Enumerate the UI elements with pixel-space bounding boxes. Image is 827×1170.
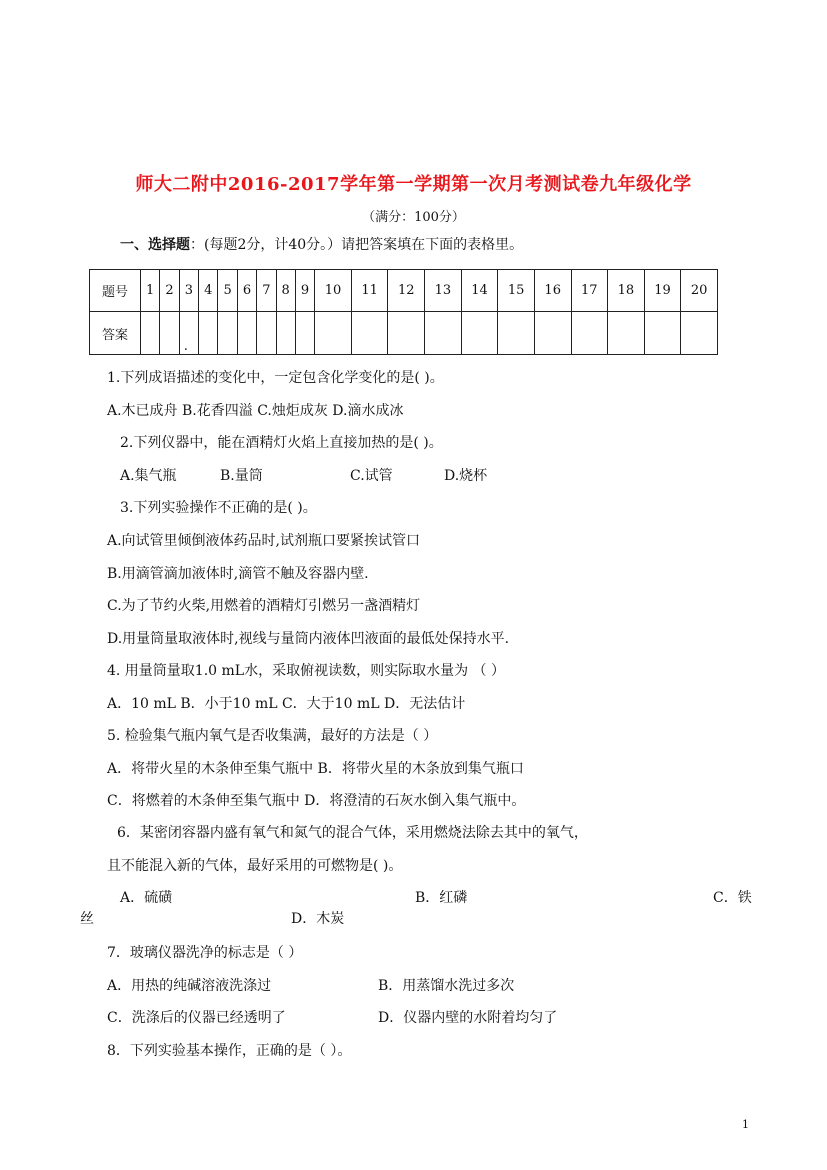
question-8: 8．下列实验基本操作，正确的是（ ）。 (107, 1043, 352, 1059)
answer-cell[interactable] (498, 312, 535, 355)
number-cell: 15 (498, 270, 535, 312)
answer-cell[interactable] (141, 312, 160, 355)
answer-cell[interactable] (199, 312, 218, 355)
answer-cell[interactable] (218, 312, 237, 355)
number-cell: 14 (461, 270, 498, 312)
answer-cell[interactable] (534, 312, 571, 355)
number-cell: 19 (644, 270, 681, 312)
question-4: 4. 用量筒量取1.0 mL水，采取俯视读数，则实际取水量为 （ ） (107, 663, 505, 679)
answer-cell[interactable] (351, 312, 388, 355)
row-label: 题号 (90, 270, 141, 312)
question-7-option-b: B．用蒸馏水洗过多次 (378, 978, 515, 994)
number-cell: 6 (237, 270, 256, 312)
question-3-option-a: A.向试管里倾倒液体药品时,试剂瓶口要紧挨试管口 (107, 533, 421, 549)
question-7: 7．玻璃仪器洗净的标志是（ ） (107, 945, 303, 961)
number-cell: 2 (160, 270, 179, 312)
answer-cell[interactable] (179, 312, 198, 355)
page-number: 1 (742, 1118, 749, 1131)
question-1-options: A.木已成舟 B.花香四溢 C.烛炬成灰 D.滴水成冰 (107, 403, 404, 419)
section-heading (120, 234, 523, 254)
question-3-option-b: B.用滴管滴加液体时,滴管不触及容器内壁. (107, 566, 369, 582)
number-cell: 16 (534, 270, 571, 312)
answer-cell[interactable] (571, 312, 608, 355)
number-cell: 1 (141, 270, 160, 312)
answer-table (89, 269, 718, 355)
question-1: 1.下列成语描述的变化中，一定包含化学变化的是( )。 (107, 370, 444, 386)
row-label: 答案 (90, 312, 141, 355)
question-6-option-c-continued: 丝 (80, 911, 94, 927)
question-5: 5. 检验集气瓶内氧气是否收集满，最好的方法是（ ） (107, 728, 438, 744)
answer-cell[interactable] (160, 312, 179, 355)
number-cell: 12 (388, 270, 425, 312)
number-cell: 4 (199, 270, 218, 312)
question-4-options: A．10 mL B．小于10 mL C．大于10 mL D．无法估计 (107, 696, 466, 712)
answer-cell[interactable] (388, 312, 425, 355)
question-7-option-c: C．洗涤后的仪器已经透明了 (107, 1010, 286, 1026)
question-2-option-d: D.烧杯 (444, 468, 488, 484)
section-instructions: ：(每题2分，计40分。）请把答案填在下面的表格里。 (190, 237, 524, 253)
question-6-option-a: A．硫磺 (120, 890, 173, 906)
question-6-line-1: 6．某密闭容器内盛有氧气和氮气的混合气体，采用燃烧法除去其中的氧气， (117, 825, 588, 841)
question-2-option-a: A.集气瓶 (120, 468, 177, 484)
exam-subtitle: （满分：100分） (362, 210, 465, 225)
number-cell: 3 (179, 270, 198, 312)
answer-row (90, 312, 718, 355)
answer-cell[interactable] (295, 312, 314, 355)
question-3-option-c: C.为了节约火柴,用燃着的酒精灯引燃另一盏酒精灯 (107, 598, 421, 614)
answer-cell[interactable] (608, 312, 645, 355)
answer-cell[interactable] (315, 312, 352, 355)
question-7-option-d: D．仪器内壁的水附着均匀了 (378, 1010, 558, 1026)
number-cell: 18 (608, 270, 645, 312)
number-cell: 20 (681, 270, 718, 312)
question-2: 2.下列仪器中，能在酒精灯火焰上直接加热的是( )。 (120, 435, 443, 451)
answer-cell[interactable] (257, 312, 276, 355)
answer-cell[interactable] (461, 312, 498, 355)
number-cell: 11 (351, 270, 388, 312)
question-7-option-a: A．用热的纯碱溶液洗涤过 (107, 978, 272, 994)
number-cell: 10 (315, 270, 352, 312)
question-2-option-b: B.量筒 (220, 468, 263, 484)
question-5-options-cd: C．将燃着的木条伸至集气瓶中 D．将澄清的石灰水倒入集气瓶中。 (107, 793, 526, 809)
number-cell: 7 (257, 270, 276, 312)
question-5-options-ab: A．将带火星的木条伸至集气瓶中 B．将带火星的木条放到集气瓶口 (107, 761, 524, 777)
question-6-option-b: B．红磷 (415, 890, 468, 906)
number-cell: 8 (276, 270, 295, 312)
question-2-option-c: C.试管 (350, 468, 393, 484)
number-cell: 5 (218, 270, 237, 312)
number-cell: 9 (295, 270, 314, 312)
stray-mark: . (183, 339, 188, 354)
answer-cell[interactable] (681, 312, 718, 355)
answer-cell[interactable] (425, 312, 462, 355)
question-number-row (90, 270, 718, 312)
question-3: 3.下列实验操作不正确的是( )。 (120, 500, 317, 516)
section-label: 一、选择题 (120, 237, 190, 253)
answer-cell[interactable] (276, 312, 295, 355)
answer-cell[interactable] (237, 312, 256, 355)
answer-cell[interactable] (644, 312, 681, 355)
question-6-option-c: C．铁 (713, 890, 752, 906)
question-6-line-2: 且不能混入新的气体，最好采用的可燃物是( )。 (107, 858, 403, 874)
question-3-option-d: D.用量筒量取液体时,视线与量筒内液体凹液面的最低处保持水平. (107, 631, 510, 647)
number-cell: 17 (571, 270, 608, 312)
number-cell: 13 (425, 270, 462, 312)
exam-title: 师大二附中2016-2017学年第一学期第一次月考测试卷九年级化学 (135, 174, 692, 195)
question-6-option-d: D．木炭 (291, 911, 345, 927)
